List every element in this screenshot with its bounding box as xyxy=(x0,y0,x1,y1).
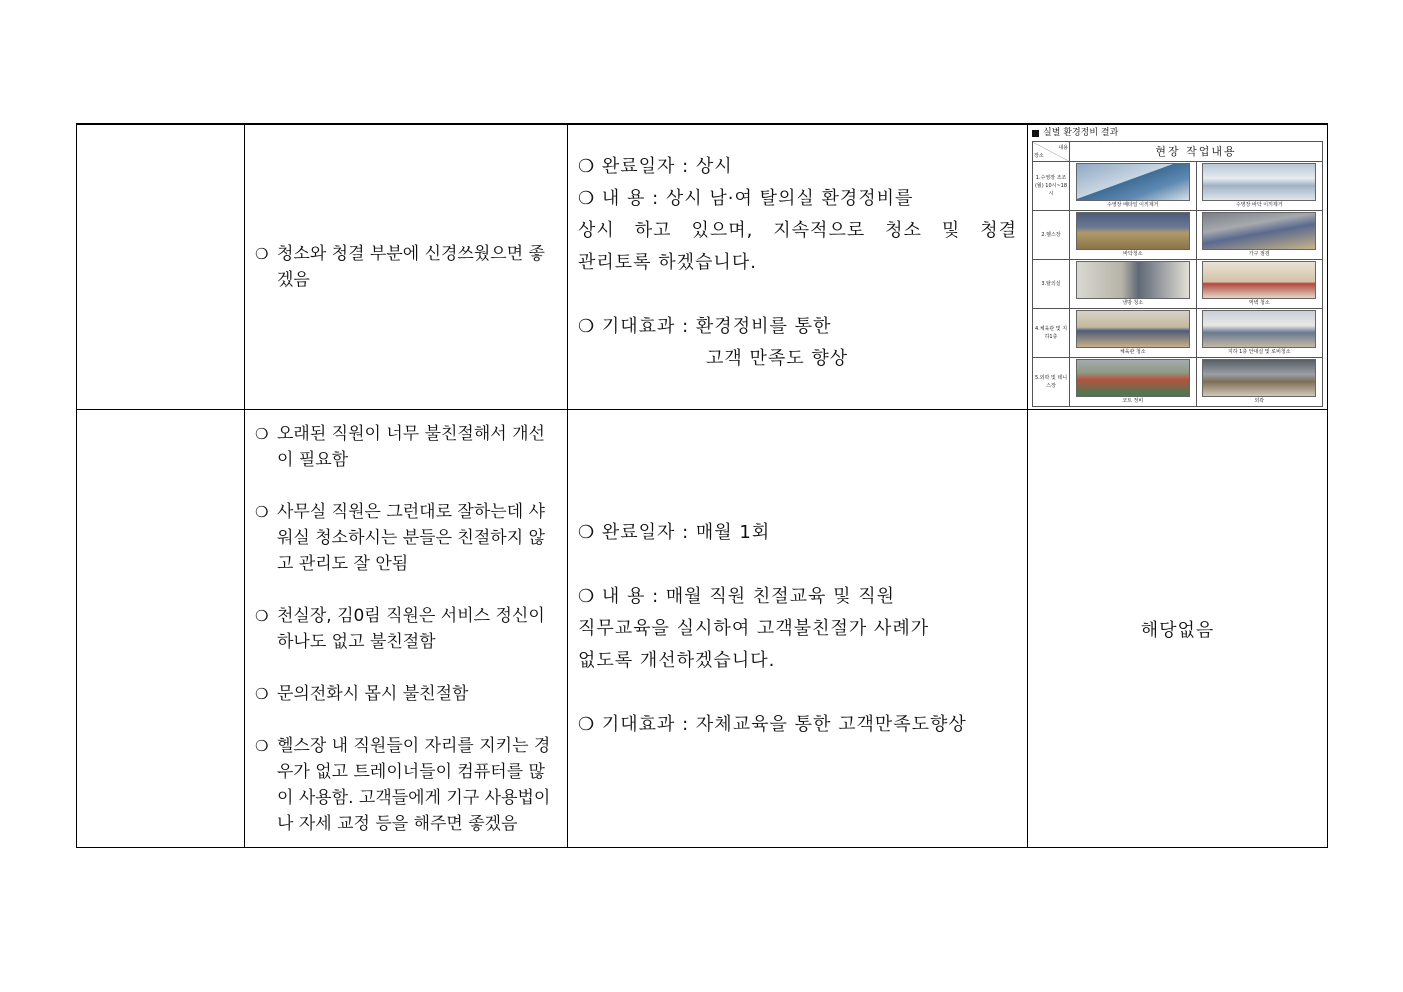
action-cell xyxy=(568,410,1028,848)
list-item: ❍ 청소와 청결 부분에 신경쓰웠으면 좋겠음 xyxy=(255,241,557,293)
photo xyxy=(1202,261,1316,299)
action-cell xyxy=(568,124,1028,410)
list-item: ❍ 사무실 직원은 그런대로 잘하는데 샤워실 청소하시는 분들은 친절하지 않고 관리도 잘 안됨 xyxy=(255,499,557,577)
content-line: 관리토록 하겠습니다. xyxy=(578,252,757,273)
photo xyxy=(1076,212,1190,250)
place-label: 5.외곽 및 테니스장 xyxy=(1033,358,1070,407)
place-label: 1.수영장 조조(월) 10시~18시 xyxy=(1033,162,1070,211)
result-photo-sheet xyxy=(1028,125,1327,409)
photo xyxy=(1202,359,1316,397)
photo xyxy=(1076,261,1190,299)
category-cell xyxy=(77,124,245,410)
bullet-icon: ❍ xyxy=(255,424,269,443)
list-item: ❍ 문의전화시 몹시 불친절함 xyxy=(255,681,557,707)
result-photo-table: 내용 장소 현장 작업내용 1.수영장 조조(월) 10시~18시 수영장 배타일 이끼제거 수영장 바닥 이끼제거 2.헬스장 바닥청소 가구 점검 3.탈의실 냉방 청소 역벽 청소 4.체육관 및 지하1층 체육관 청소 지하 1층 안내실 및 로비청소 5.외곽 및 테니스장 코트 정비 외곽 xyxy=(1032,141,1323,407)
result-header: 현장 작업내용 xyxy=(1070,142,1323,162)
photo xyxy=(1076,359,1190,397)
result-heading: 실별 환경정비 결과 xyxy=(1043,128,1119,138)
expected-effect: 고객 만족도 향상 xyxy=(706,348,849,369)
expected-effect: ❍ 기대효과 : 자체교육을 통한 고객만족도향상 xyxy=(578,713,967,735)
content-line: 없도록 개선하겠습니다. xyxy=(578,649,776,671)
customer-voice-cell xyxy=(245,124,568,410)
photo xyxy=(1202,212,1316,250)
content-line: 상시 하고 있으며, 지속적으로 청소 및 청결 xyxy=(578,220,1017,241)
place-label: 4.체육관 및 지하1층 xyxy=(1033,309,1070,358)
table-row xyxy=(77,410,1328,848)
bullet-icon: ❍ xyxy=(255,606,269,625)
photo xyxy=(1076,310,1190,348)
photo xyxy=(1202,310,1316,348)
bullet-icon: ❍ xyxy=(255,245,269,263)
photo xyxy=(1202,163,1316,201)
list-item: ❍ 천실장, 김0림 직원은 서비스 정신이 하나도 없고 불친절함 xyxy=(255,603,557,655)
bullet-icon: ❍ xyxy=(255,502,269,521)
customer-voice-cell xyxy=(245,410,568,848)
list-item: ❍ 헬스장 내 직원들이 자리를 지키는 경우가 없고 트레이너들이 컴퓨터를 많이 사용함. 고객들에게 기구 사용법이나 자세 교정 등을 해주면 좋겠음 xyxy=(255,733,557,837)
content-line: ❍ 내 용 : 매월 직원 친절교육 및 직원 xyxy=(578,585,896,607)
completion-date: ❍ 완료일자 : 매월 1회 xyxy=(578,521,771,543)
photo xyxy=(1076,163,1190,201)
category-cell xyxy=(77,410,245,848)
diagonal-header: 내용 장소 xyxy=(1033,142,1070,162)
content-line: ❍ 내 용 : 상시 남·여 탈의실 환경정비를 xyxy=(578,188,914,209)
place-label: 3.탈의실 xyxy=(1033,260,1070,309)
table-row xyxy=(77,124,1328,410)
content-line: 직무교육을 실시하여 고객불친절가 사례가 xyxy=(578,617,930,639)
place-label: 2.헬스장 xyxy=(1033,211,1070,260)
bullet-icon: ❍ xyxy=(255,736,269,755)
square-icon xyxy=(1032,130,1039,137)
result-image-cell xyxy=(1028,124,1328,410)
result-cell: 해당없음 xyxy=(1028,410,1328,848)
completion-date: ❍ 완료일자 : 상시 xyxy=(578,156,733,177)
list-item: ❍ 오래된 직원이 너무 불친절해서 개선이 필요함 xyxy=(255,421,557,473)
improvement-table xyxy=(76,123,1328,848)
bullet-icon: ❍ xyxy=(255,684,269,703)
expected-effect: ❍ 기대효과 : 환경정비를 통한 xyxy=(578,316,832,337)
